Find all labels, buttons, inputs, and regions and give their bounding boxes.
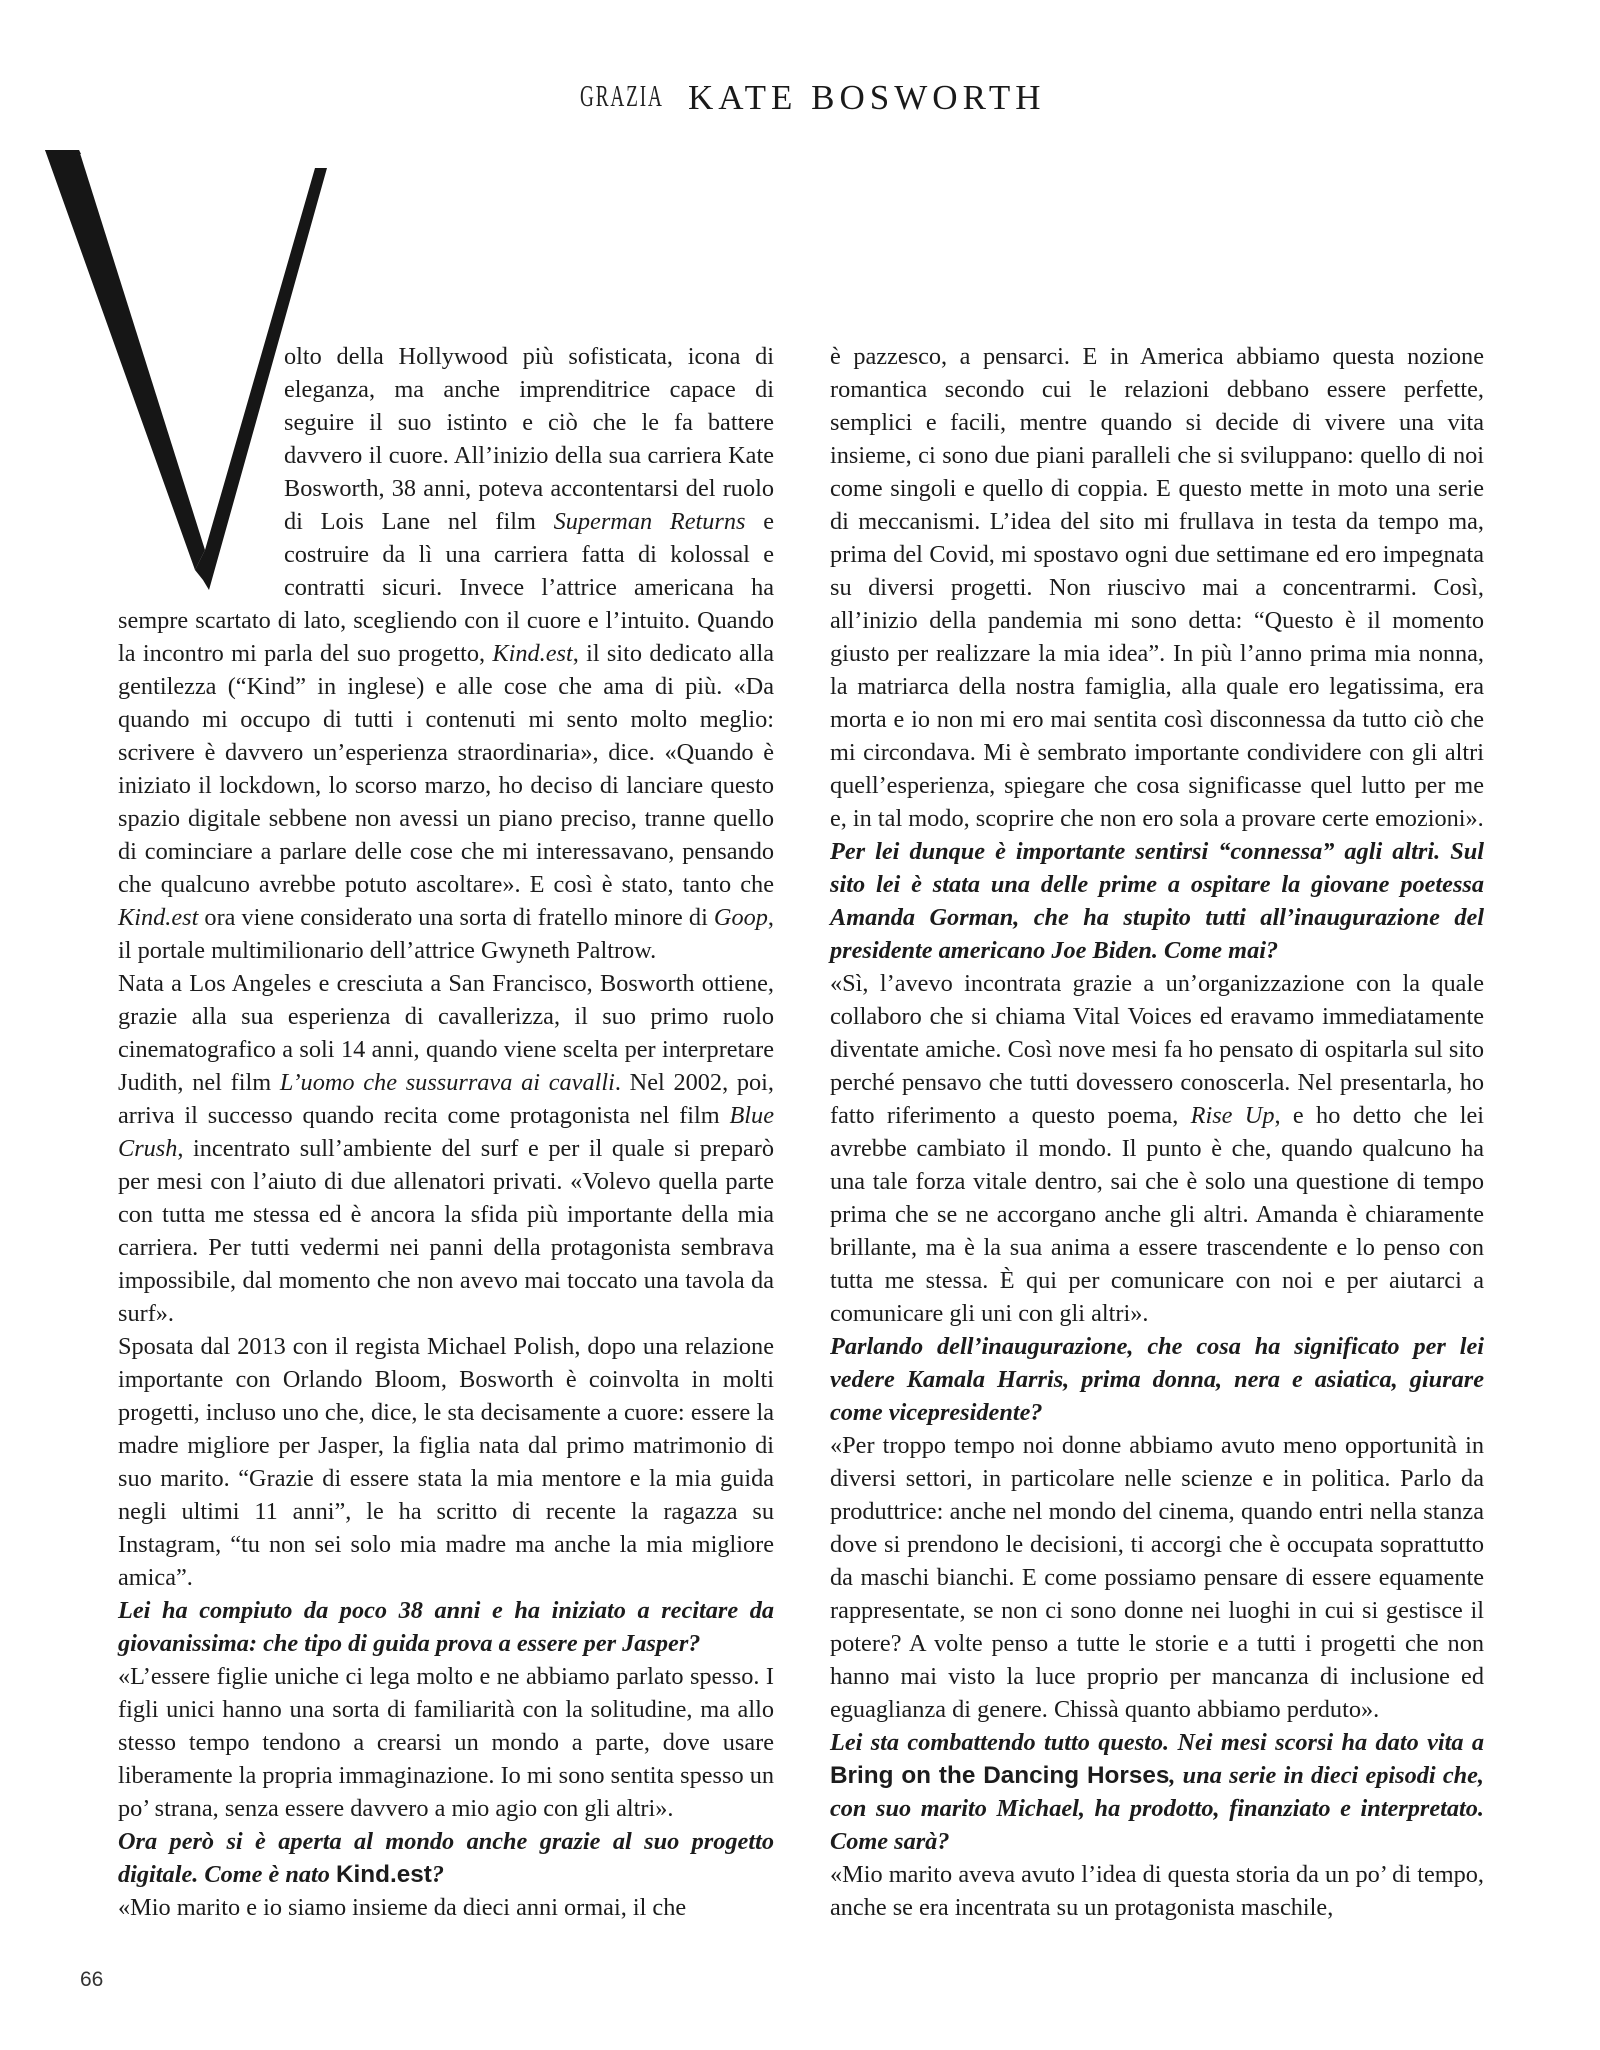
text-run: e costruire da lì una carriera fatta di kolossal e contratti sicuri. Invece l’attrice americana ha sempre scartato di lato, scegliendo con il cuore e l’intuito. Quando la incontro mi parla del suo progetto, (118, 508, 775, 667)
text-run: olto della Hollywood più sofisticata, icona di eleganza, ma anche imprenditrice capace di seguire il suo istinto e ciò che le fa battere davvero il cuore. All’inizio della sua carriera Kate Bosworth, 38 anni, poteva accontentarsi del ruolo di Lois Lane nel film (284, 343, 774, 535)
text-run: Nata a Los Angeles e cresciuta a San Francisco, Bosworth ottiene, grazie alla sua esperienza di cavallerizza, il suo primo ruolo cinematografico a soli 14 anni, quando viene scelta per interpretare Judith, nel film (118, 970, 774, 1096)
brand-logo: GRAZIA (580, 78, 664, 113)
intro-paragraph (118, 340, 774, 967)
text-run: , una serie in dieci episodi che, con suo marito Michael, ha prodotto, finanziato e interpretato. Come sarà? (830, 1762, 1485, 1855)
left-column (118, 340, 774, 1924)
italic-title: Kind.est (118, 904, 199, 931)
interview-question (118, 1825, 774, 1891)
interview-answer: «L’essere figlie uniche ci lega molto e ne abbiamo parlato spesso. I figli unici hanno una sorta di familiarità con la solitudine, ma allo stesso tempo tendono a crearsi un mondo a parte, dove usare liberamente la propria immaginazione. Io mi sono sentita spesso un po’ strana, senza essere davvero a mio agio con gli altri». (118, 1663, 774, 1822)
interview-answer: «Mio marito aveva avuto l’idea di questa storia da un po’ di tempo, anche se era incentrata su un protagonista maschile, (830, 1861, 1484, 1921)
paragraph (118, 967, 774, 1330)
text-run: «Sì, l’avevo incontrata grazie a un’organizzazione con la quale collaboro che si chiama Vital Voices ed eravamo immediatamente diventate amiche. Così nove mesi fa ho pensato di ospitarla sul sito perché pensavo che tutti dovessero conoscerla. Nel presentarla, ho fatto riferimento a questo poema, (830, 970, 1484, 1129)
italic-title: Superman Returns (553, 508, 746, 535)
italic-title: Goop (713, 904, 768, 931)
text-run: . Nel 2002, poi, arriva il successo quando recita come protagonista nel film (118, 1069, 774, 1129)
italic-title: Kind.est (492, 640, 573, 667)
header-subject: KATE BOSWORTH (688, 78, 1046, 117)
text-run: ora viene considerato una sorta di fratello minore di (198, 904, 714, 931)
interview-question: Lei ha compiuto da poco 38 anni e ha iniziato a recitare da giovanissima: che tipo di guida prova a essere per Jasper? (118, 1597, 774, 1657)
interview-question: Per lei dunque è importante sentirsi “connessa” agli altri. Sul sito lei è stata una delle prime a ospitare la giovane poetessa Amanda Gorman, che ha stupito tutti all’inaugurazione del presidente americano Joe Biden. Come mai? (830, 838, 1484, 964)
text-run: , e ho detto che lei avrebbe cambiato il mondo. Il punto è che, quando qualcuno ha una tale forza vitale dentro, sai che è solo una questione di tempo prima che se ne accorgano anche gli altri. Amanda è chiaramente brillante, ma è la sua anima a essere trascendente e lo penso con tutta me stessa. È qui per comunicare con noi e per aiutarci a comunicare gli uni con gli altri». (830, 1102, 1484, 1327)
page-number: 66 (80, 1968, 104, 1991)
title-ref: Bring on the Dancing Horses (830, 1762, 1170, 1789)
text-run: Ora però si è aperta al mondo anche grazie al suo progetto digitale. Come è nato (118, 1828, 774, 1888)
paragraph: Sposata dal 2013 con il regista Michael Polish, dopo una relazione importante con Orlando Bloom, Bosworth è coinvolta in molti progetti, incluso uno che, dice, le sta decisamente a cuore: essere la madre migliore per Jasper, la figlia nata dal primo matrimonio di suo marito. “Grazie di essere stata la mia mentore e la mia guida negli ultimi 11 anni”, le ha scritto di recente la ragazza su Instagram, “tu non sei solo mia madre ma anche la mia migliore amica”. (118, 1333, 774, 1591)
text-run: Lei sta combattendo tutto questo. Nei mesi scorsi ha dato vita a (830, 1729, 1484, 1756)
text-run: , il portale multimilionario dell’attrice Gwyneth Paltrow. (118, 904, 774, 964)
interview-question (830, 1726, 1484, 1858)
text-run: , il sito dedicato alla gentilezza (“Kind” in inglese) e alle cose che ama di più. «Da quando mi occupo di tutti i contenuti mi sento molto meglio: scrivere è davvero un’esperienza straordinaria», dice. «Quando è iniziato il lockdown, lo scorso marzo, ho deciso di lanciare questo spazio digitale sebbene non avessi un piano preciso, tranne quello di cominciare a parlare delle cose che mi interessavano, pensando che qualcuno avrebbe potuto ascoltare». E così è stato, tanto che (118, 640, 774, 898)
title-ref: Kind.est (335, 1861, 432, 1888)
interview-answer: «Mio marito e io siamo insieme da dieci anni ormai, il che (118, 1894, 687, 1921)
italic-title: Blue Crush (118, 1102, 774, 1162)
italic-title: L’uomo che sussurrava ai cavalli (279, 1069, 615, 1096)
interview-answer: «Per troppo tempo noi donne abbiamo avuto meno opportunità in diversi settori, in particolare nelle scienze e in politica. Parlo da produttrice: anche nel mondo del cinema, quando entri nella stanza dove si prendono le decisioni, ti accorgi che è occupata soprattutto da maschi bianchi. E come possiamo pensare di essere equamente rappresentate, se non ci sono donne nei luoghi in cui si gestisce il potere? A volte penso a tutte le storie e a tutti i progetti che non hanno mai visto la luce proprio per mancanza di inclusione ed eguaglianza di genere. Chissà quanto abbiamo perduto». (830, 1432, 1484, 1723)
text-run: ? (431, 1861, 444, 1888)
interview-question: Parlando dell’inaugurazione, che cosa ha significato per lei vedere Kamala Harris, prima donna, nera e asiatica, giurare come vicepresidente? (830, 1333, 1484, 1426)
right-column (830, 340, 1484, 1924)
interview-answer (830, 967, 1484, 1330)
page-header (580, 78, 1046, 128)
interview-answer: è pazzesco, a pensarci. E in America abbiamo questa nozione romantica secondo cui le relazioni debbano essere perfette, semplici e facili, mentre quando si decide di vivere una vita insieme, ci sono due piani paralleli che si sviluppano: quello di noi come singoli e quello di coppia. E questo mette in moto una serie di meccanismi. L’idea del sito mi frullava in testa da tempo ma, prima del Covid, mi spostavo ogni due settimane ed ero impegnata su diversi progetti. Non riuscivo mai a concentrarmi. Così, all’inizio della pandemia mi sono detta: “Questo è il momento giusto per realizzare la mia idea”. In più l’anno prima mia nonna, la matriarca della nostra famiglia, alla quale ero legatissima, era morta e io non mi ero mai sentita così disconnessa da tutto ciò che mi circondava. Mi è sembrato importante condividere con gli altri quell’esperienza, spiegare che cosa significasse quel lutto per me e, in tal modo, scoprire che non ero sola a provare certe emozioni». (830, 343, 1484, 832)
italic-title: Rise Up (1190, 1102, 1275, 1129)
text-run: , incentrato sull’ambiente del surf e per il quale si preparò per mesi con l’aiuto di due allenatori privati. «Volevo quella parte con tutta me stessa ed è ancora la sfida più importante della mia carriera. Per tutti vedermi nei panni della protagonista sembrava impossibile, dal momento che non avevo mai toccato una tavola da surf». (118, 1135, 774, 1327)
